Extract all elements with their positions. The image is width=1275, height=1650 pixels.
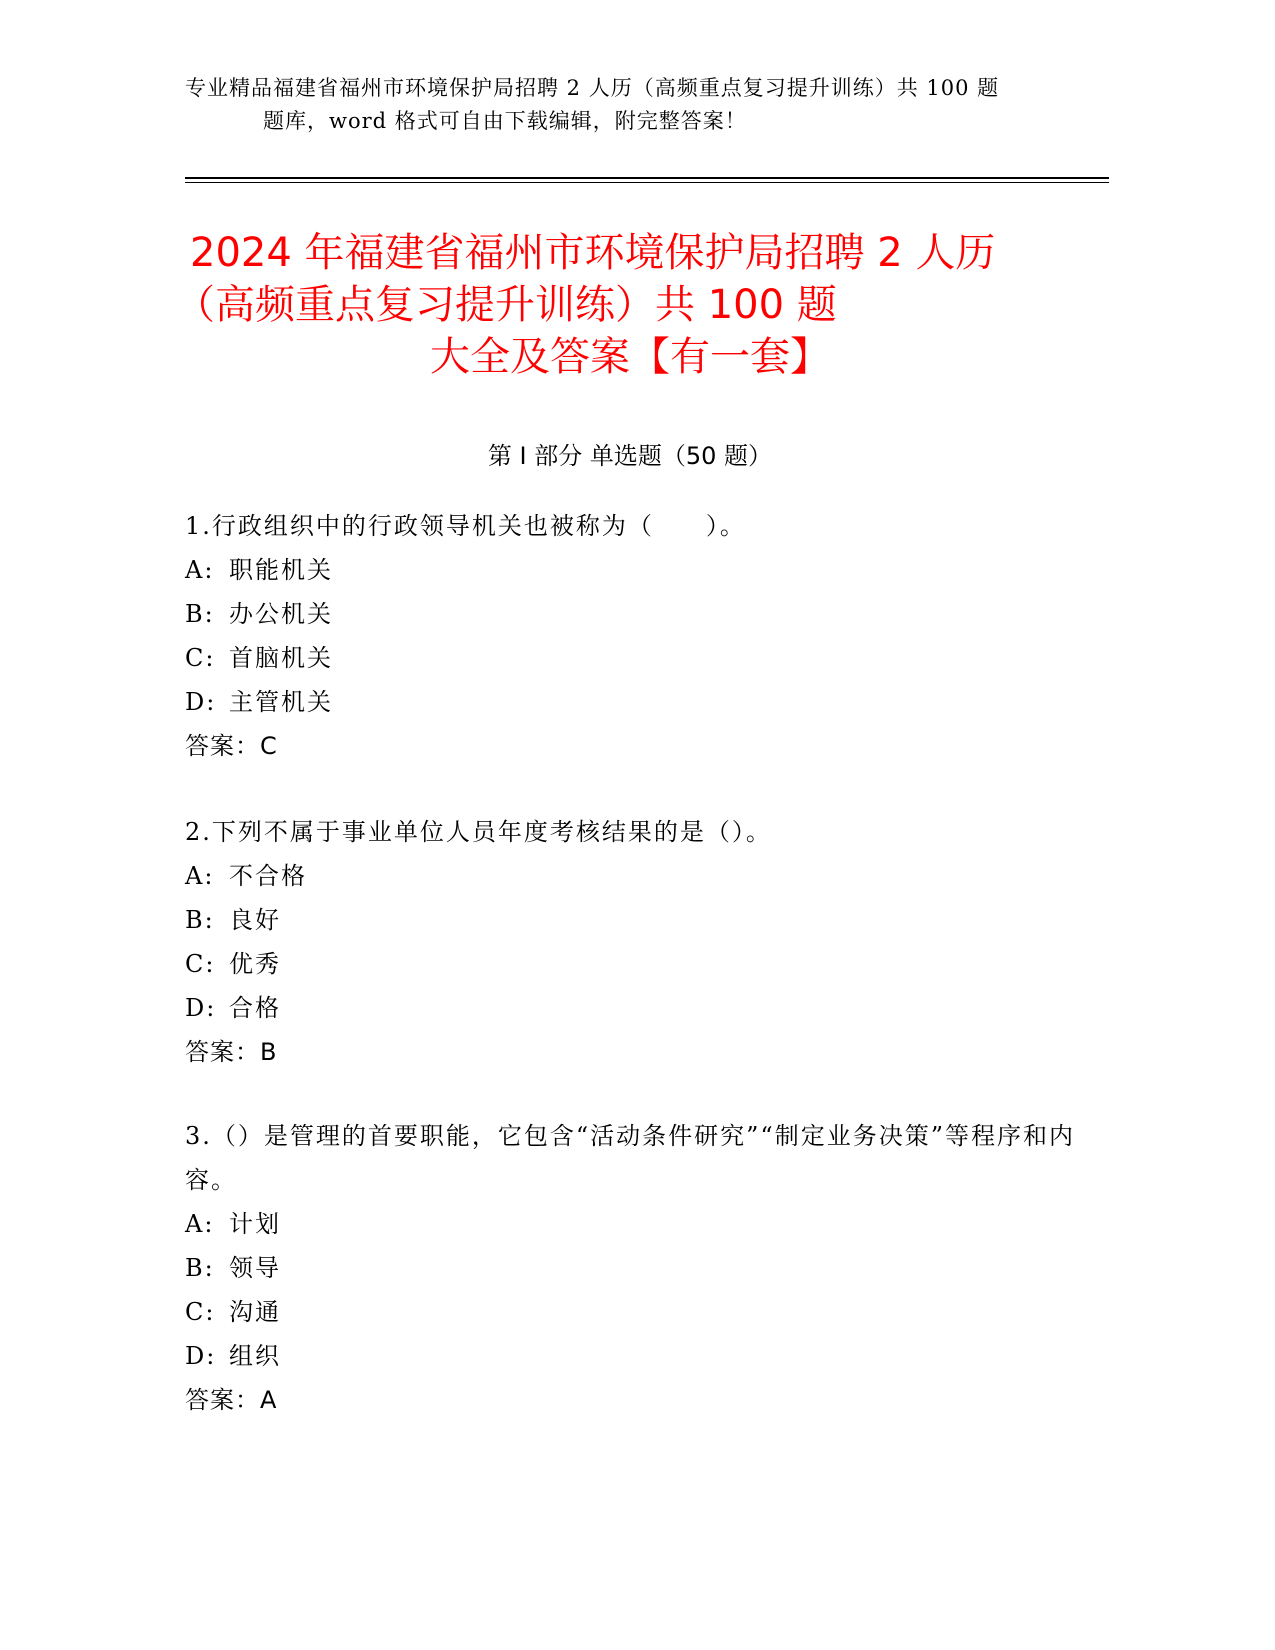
header-line-2: 题库，word 格式可自由下载编辑，附完整答案！ — [263, 109, 747, 133]
question-block — [185, 504, 1085, 768]
option-a — [185, 548, 1085, 592]
question-stem: 1.行政组织中的行政领导机关也被称为（ ）。 — [185, 512, 746, 540]
option-d — [185, 680, 1085, 724]
option-text: 领导 — [229, 1254, 281, 1282]
option-text: 主管机关 — [229, 688, 333, 716]
option-key: A: — [185, 1210, 215, 1238]
option-text: 首脑机关 — [229, 644, 333, 672]
answer-line: 答案：B — [185, 1038, 278, 1066]
option-text: 优秀 — [229, 950, 281, 978]
answer-line: 答案：C — [185, 732, 278, 760]
option-key: B: — [185, 1254, 215, 1282]
header-line-1: 专业精品福建省福州市环境保护局招聘 2 人历（高频重点复习提升训练）共 100 题 — [185, 76, 1000, 100]
option-text: 办公机关 — [229, 600, 333, 628]
option-d — [185, 1334, 1085, 1378]
option-key: C: — [185, 1298, 216, 1326]
title-line-2: （高频重点复习提升训练）共 100 题 — [175, 282, 837, 328]
option-key: C: — [185, 950, 216, 978]
option-b — [185, 898, 1085, 942]
header-divider-thin — [185, 182, 1109, 183]
option-key: B: — [185, 600, 215, 628]
question-block — [185, 810, 1085, 1074]
answer-line: 答案：A — [185, 1386, 278, 1414]
question-stem: 3.（）是管理的首要职能，它包含“活动条件研究”“制定业务决策”等程序和内容。 — [185, 1122, 1075, 1194]
option-key: C: — [185, 644, 216, 672]
section-heading: 第 I 部分 单选题（50 题） — [487, 442, 773, 470]
option-b — [185, 1246, 1085, 1290]
option-d — [185, 986, 1085, 1030]
option-text: 沟通 — [229, 1298, 281, 1326]
option-key: B: — [185, 906, 215, 934]
header-divider-thick — [185, 177, 1109, 179]
option-text: 良好 — [229, 906, 281, 934]
option-key: A: — [185, 556, 215, 584]
title-line-1: 2024 年福建省福州市环境保护局招聘 2 人历 — [190, 230, 996, 276]
option-key: D: — [185, 688, 217, 716]
title-line-3: 大全及答案【有一套】 — [430, 334, 830, 380]
option-key: D: — [185, 1342, 217, 1370]
option-text: 合格 — [229, 994, 281, 1022]
option-text: 组织 — [229, 1342, 281, 1370]
question-stem: 2.下列不属于事业单位人员年度考核结果的是（）。 — [185, 818, 772, 846]
option-b — [185, 592, 1085, 636]
option-c — [185, 636, 1085, 680]
option-c — [185, 1290, 1085, 1334]
option-text: 计划 — [229, 1210, 281, 1238]
option-a — [185, 854, 1085, 898]
option-key: A: — [185, 862, 215, 890]
option-a — [185, 1202, 1085, 1246]
document-header-note — [185, 72, 1085, 138]
option-c — [185, 942, 1085, 986]
option-key: D: — [185, 994, 217, 1022]
question-block — [185, 1114, 1085, 1422]
document-title — [175, 227, 1075, 383]
option-text: 职能机关 — [229, 556, 333, 584]
option-text: 不合格 — [229, 862, 307, 890]
